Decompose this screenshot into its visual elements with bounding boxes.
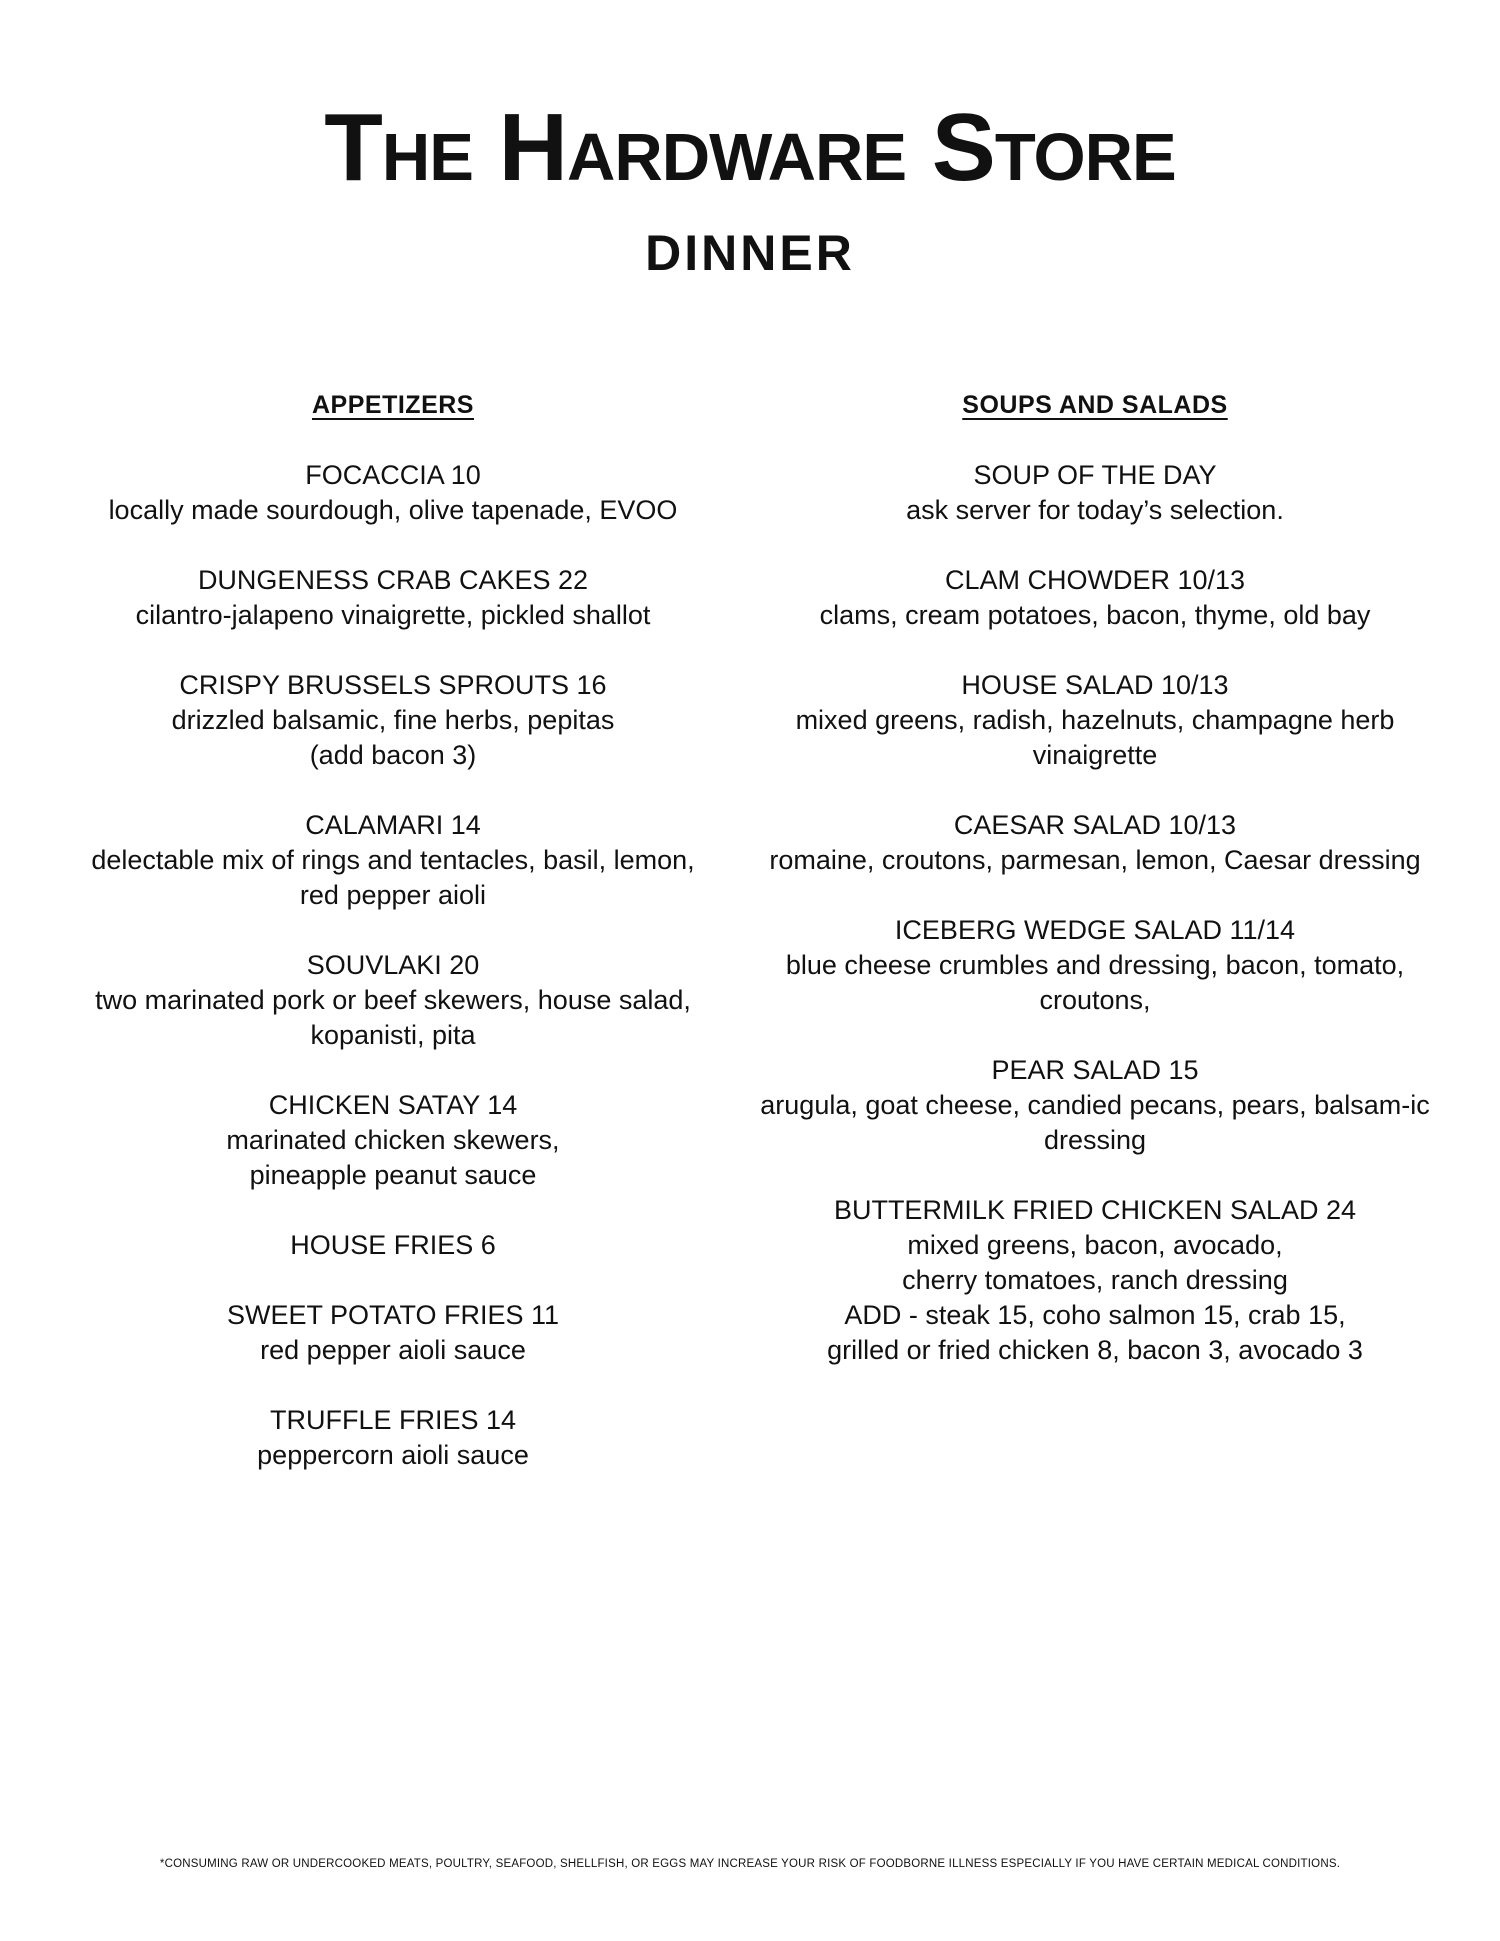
- food-safety-disclaimer: *CONSUMING RAW OR UNDERCOOKED MEATS, POULTRY, SEAFOOD, SHELLFISH, OR EGGS MAY INCREASE YOUR RISK OF FOODBORNE ILLNESS ESPECIALLY IF YOU HAVE CERTAIN MEDICAL CONDITIONS.: [159, 1858, 1341, 1870]
- item-name: SOUP OF THE DAY: [973, 460, 1217, 490]
- item-name: CHICKEN SATAY 14: [268, 1090, 518, 1120]
- item-description-line2: pineapple peanut sauce: [249, 1160, 537, 1190]
- item-name: SWEET POTATO FRIES 11: [226, 1300, 560, 1330]
- item-name: CAESAR SALAD 10/13: [953, 810, 1237, 840]
- item-description: delectable mix of rings and tentacles, basil, lemon, red pepper aioli: [91, 845, 695, 910]
- item-description: ask server for today’s selection.: [906, 495, 1284, 525]
- item-description: marinated chicken skewers,: [226, 1125, 560, 1155]
- menu-item: [755, 1053, 1435, 1158]
- item-addon-note: (add bacon 3): [309, 740, 477, 770]
- item-name: ICEBERG WEDGE SALAD 11/14: [894, 915, 1296, 945]
- item-addons-line1: ADD - steak 15, coho salmon 15, crab 15,: [844, 1300, 1346, 1330]
- item-addons-line2: grilled or fried chicken 8, bacon 3, avocado 3: [827, 1335, 1363, 1365]
- soups-and-salads-section: [755, 388, 1435, 1403]
- menu-item: [88, 808, 698, 913]
- item-name: HOUSE FRIES 6: [290, 1230, 496, 1260]
- item-description: clams, cream potatoes, bacon, thyme, old bay: [819, 600, 1371, 630]
- item-description: locally made sourdough, olive tapenade, EVOO: [108, 495, 678, 525]
- menu-item: [755, 668, 1435, 773]
- menu-item: [88, 668, 698, 773]
- item-description-line2: cherry tomatoes, ranch dressing: [902, 1265, 1288, 1295]
- item-name: CALAMARI 14: [305, 810, 481, 840]
- item-name: PEAR SALAD 15: [991, 1055, 1199, 1085]
- menu-item: [88, 563, 698, 633]
- menu-title: DINNER: [645, 225, 855, 281]
- item-name: FOCACCIA 10: [305, 460, 481, 490]
- item-description: red pepper aioli sauce: [260, 1335, 526, 1365]
- restaurant-name: The Hardware Store: [324, 94, 1176, 201]
- menu-item: [88, 458, 698, 528]
- item-description: peppercorn aioli sauce: [257, 1440, 529, 1470]
- menu-item: [88, 1403, 698, 1473]
- item-description: cilantro-jalapeno vinaigrette, pickled shallot: [135, 600, 651, 630]
- menu-item: [88, 1298, 698, 1368]
- appetizers-heading: APPETIZERS: [312, 391, 474, 419]
- menu-item: [755, 1193, 1435, 1368]
- menu-item: [88, 1088, 698, 1193]
- item-description: romaine, croutons, parmesan, lemon, Caesar dressing: [769, 845, 1421, 875]
- menu-item: [755, 563, 1435, 633]
- item-name: CLAM CHOWDER 10/13: [944, 565, 1246, 595]
- item-description: drizzled balsamic, fine herbs, pepitas: [171, 705, 615, 735]
- item-name: HOUSE SALAD 10/13: [961, 670, 1229, 700]
- menu-item: [755, 808, 1435, 878]
- item-description: two marinated pork or beef skewers, house salad, kopanisti, pita: [95, 985, 691, 1050]
- appetizers-section: [88, 388, 698, 1508]
- item-name: SOUVLAKI 20: [306, 950, 480, 980]
- item-name: DUNGENESS CRAB CAKES 22: [197, 565, 589, 595]
- menu-item: [88, 948, 698, 1053]
- soups-and-salads-heading: SOUPS AND SALADS: [962, 391, 1228, 419]
- item-description: mixed greens, radish, hazelnuts, champagne herb vinaigrette: [795, 705, 1395, 770]
- item-name: CRISPY BRUSSELS SPROUTS 16: [179, 670, 607, 700]
- menu-item: [755, 458, 1435, 528]
- menu-item: [88, 1228, 698, 1263]
- item-description: mixed greens, bacon, avocado,: [907, 1230, 1283, 1260]
- menu-item: [755, 913, 1435, 1018]
- item-description: blue cheese crumbles and dressing, bacon, tomato, croutons,: [785, 950, 1405, 1015]
- item-description: arugula, goat cheese, candied pecans, pears, balsam-ic dressing: [760, 1090, 1430, 1155]
- item-name: BUTTERMILK FRIED CHICKEN SALAD 24: [833, 1195, 1357, 1225]
- item-name: TRUFFLE FRIES 14: [269, 1405, 517, 1435]
